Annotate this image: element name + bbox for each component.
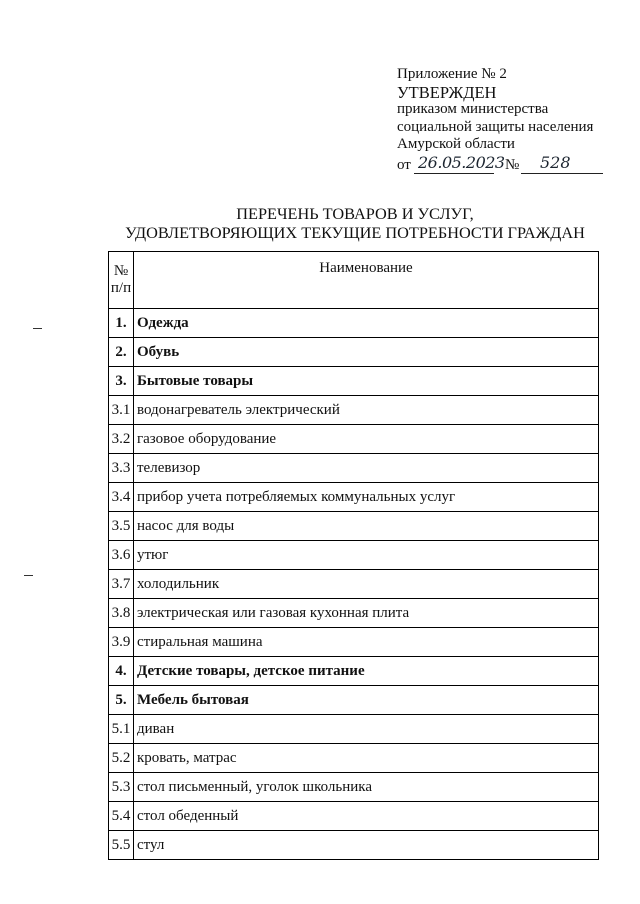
header-number-symbol: №	[113, 263, 129, 279]
row-number: 1.	[109, 309, 134, 338]
table-row	[109, 831, 599, 860]
number-prefix: №	[505, 156, 520, 173]
table-row	[109, 599, 599, 628]
row-number: 3.8	[109, 599, 134, 628]
appendix-label: Приложение № 2	[397, 66, 507, 82]
row-name: насос для воды	[134, 512, 599, 541]
row-number: 3.4	[109, 483, 134, 512]
table-header-row	[109, 252, 599, 309]
row-number: 5.4	[109, 802, 134, 831]
row-number: 3.2	[109, 425, 134, 454]
table-row	[109, 425, 599, 454]
title-line-1: ПЕРЕЧЕНЬ ТОВАРОВ И УСЛУГ,	[236, 204, 474, 223]
title-line-2: УДОВЛЕТВОРЯЮЩИХ ТЕКУЩИЕ ПОТРЕБНОСТИ ГРАЖДАН	[125, 222, 585, 242]
row-name: водонагреватель электрический	[134, 396, 599, 425]
table-row	[109, 541, 599, 570]
row-number: 3.5	[109, 512, 134, 541]
row-name: холодильник	[134, 570, 599, 599]
handwritten-number: 528	[540, 152, 571, 172]
table-row	[109, 396, 599, 425]
row-name: газовое оборудование	[134, 425, 599, 454]
approval-block	[397, 66, 612, 176]
table-row	[109, 338, 599, 367]
table-row	[109, 628, 599, 657]
row-number: 5.3	[109, 773, 134, 802]
row-name: утюг	[134, 541, 599, 570]
row-name: телевизор	[134, 454, 599, 483]
row-number: 3.6	[109, 541, 134, 570]
row-name: Обувь	[134, 338, 599, 367]
table-row	[109, 309, 599, 338]
row-number: 3.3	[109, 454, 134, 483]
row-number: 3.7	[109, 570, 134, 599]
row-number: 5.2	[109, 744, 134, 773]
approval-line-3: Амурской области	[397, 136, 515, 153]
number-underline	[521, 173, 603, 174]
row-name: Бытовые товары	[134, 367, 599, 396]
table-row	[109, 454, 599, 483]
scan-mark	[24, 575, 33, 576]
row-name: стул	[134, 831, 599, 860]
table-row	[109, 570, 599, 599]
date-prefix: от	[397, 156, 411, 173]
scan-mark	[33, 328, 42, 329]
date-underline	[414, 173, 494, 174]
approved-heading: УТВЕРЖДЕН	[397, 82, 497, 102]
approval-line-2: социальной защиты населения	[397, 118, 594, 135]
row-number: 5.1	[109, 715, 134, 744]
approval-line-1: приказом министерства	[397, 101, 549, 118]
row-number: 3.1	[109, 396, 134, 425]
row-name: электрическая или газовая кухонная плита	[134, 599, 599, 628]
table-row	[109, 686, 599, 715]
goods-services-table	[108, 251, 599, 860]
row-name: Мебель бытовая	[134, 686, 599, 715]
row-name: диван	[134, 715, 599, 744]
row-name: стол обеденный	[134, 802, 599, 831]
row-number: 5.	[109, 686, 134, 715]
table-row	[109, 744, 599, 773]
table-row	[109, 512, 599, 541]
table-row	[109, 802, 599, 831]
header-name-cell: Наименование	[134, 252, 599, 309]
row-name: Детские товары, детское питание	[134, 657, 599, 686]
row-number: 3.	[109, 367, 134, 396]
table-row	[109, 773, 599, 802]
row-number: 3.9	[109, 628, 134, 657]
table-row	[109, 483, 599, 512]
row-name: стиральная машина	[134, 628, 599, 657]
header-number-cell	[109, 252, 134, 309]
row-number: 4.	[109, 657, 134, 686]
order-date-line	[397, 154, 612, 176]
handwritten-date: 26.05.2023	[418, 152, 505, 172]
row-name: прибор учета потребляемых коммунальных услуг	[134, 483, 599, 512]
header-number-abbr: п/п	[110, 280, 132, 296]
table-row	[109, 367, 599, 396]
table-row	[109, 715, 599, 744]
row-name: стол письменный, уголок школьника	[134, 773, 599, 802]
table-row	[109, 657, 599, 686]
row-name: кровать, матрас	[134, 744, 599, 773]
document-title	[110, 205, 600, 242]
row-number: 2.	[109, 338, 134, 367]
row-number: 5.5	[109, 831, 134, 860]
row-name: Одежда	[134, 309, 599, 338]
